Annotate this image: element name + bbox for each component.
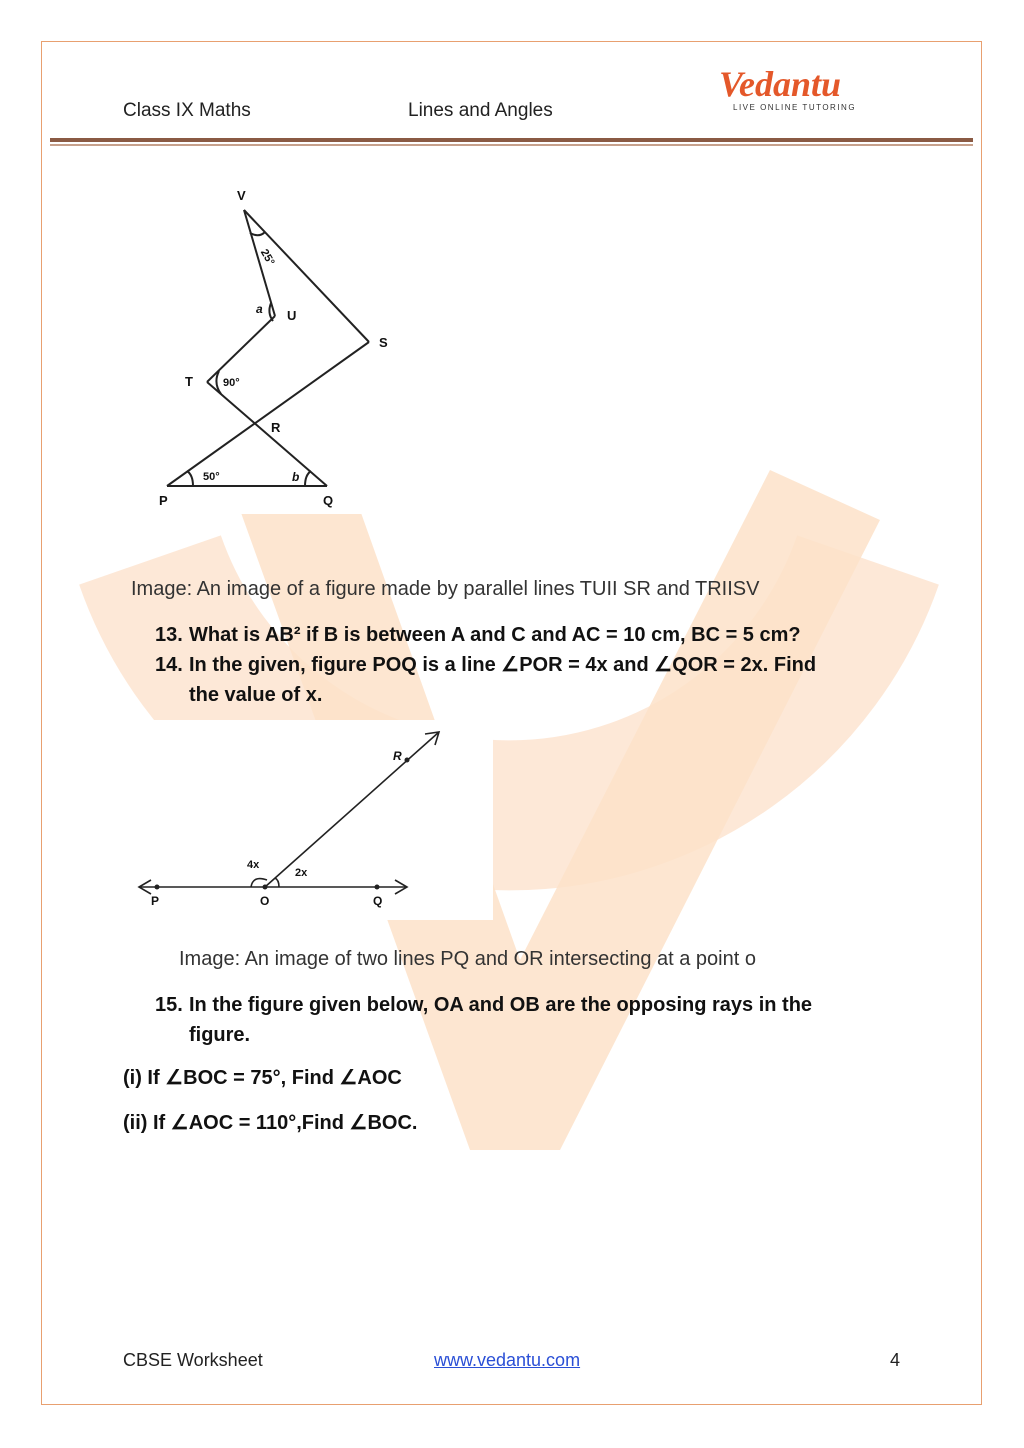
label-v: V (237, 188, 246, 203)
question-15-continuation: figure. (189, 1024, 251, 1046)
figure-background (127, 175, 458, 514)
label-t: T (185, 374, 193, 389)
question-15-part-1: (i) If ∠BOC = 75°, Find ∠AOC (123, 1067, 402, 1089)
question-14-continuation: the value of x. (189, 684, 323, 706)
point-p (155, 885, 160, 890)
header-chapter: Lines and Angles (408, 100, 553, 121)
question-14-number: 14. (155, 654, 183, 676)
label-q: Q (323, 493, 334, 508)
angle-4x: 4x (247, 859, 260, 871)
point-q (375, 885, 380, 890)
figure-background (127, 720, 493, 920)
question-13-number: 13. (155, 624, 183, 646)
question-13 (155, 620, 801, 650)
angle-q: b (292, 470, 300, 484)
label-p: P (159, 493, 168, 508)
label-q: Q (373, 894, 383, 908)
header-subject: Class IX Maths (123, 100, 251, 121)
label-s: S (379, 335, 388, 350)
point-o (263, 885, 268, 890)
label-p: P (151, 894, 160, 908)
footer-worksheet: CBSE Worksheet (123, 1350, 263, 1370)
question-15-number: 15. (155, 994, 183, 1016)
footer-website-link[interactable]: www.vedantu.com (434, 1350, 581, 1370)
label-r: R (393, 749, 402, 763)
header-rule-thin (50, 144, 973, 146)
logo-tagline: LIVE ONLINE TUTORING (733, 103, 857, 112)
parallel-lines-figure (127, 175, 458, 514)
angle-u: a (256, 302, 263, 316)
logo-name: Vedantu (719, 64, 842, 104)
label-o: O (260, 894, 270, 908)
intersecting-lines-figure (127, 720, 493, 920)
page-number: 4 (890, 1350, 901, 1370)
question-15 (155, 990, 812, 1050)
angle-2x: 2x (295, 867, 308, 879)
angle-t: 90° (223, 377, 240, 389)
figure1-caption: Image: An image of a figure made by parallel lines TUII SR and TRIISV (131, 578, 760, 600)
question-15-text: In the figure given below, OA and OB are the opposing rays in the (189, 994, 813, 1016)
point-r (405, 758, 410, 763)
question-15-part-2: (ii) If ∠AOC = 110°,Find ∠BOC. (123, 1112, 418, 1134)
angle-p: 50° (203, 471, 220, 483)
question-13-text: What is AB² if B is between A and C and AC = 10 cm, BC = 5 cm? (189, 624, 801, 646)
vedantu-logo (715, 62, 895, 122)
header-rule (50, 138, 973, 142)
angle-v: 25° (257, 247, 277, 268)
question-14-text: In the given, figure POQ is a line ∠POR = 4x and ∠QOR = 2x. Find (189, 654, 817, 676)
label-r: R (271, 420, 281, 435)
question-14 (155, 650, 816, 710)
label-u: U (287, 308, 297, 323)
figure2-caption: Image: An image of two lines PQ and OR intersecting at a point o (179, 948, 756, 970)
